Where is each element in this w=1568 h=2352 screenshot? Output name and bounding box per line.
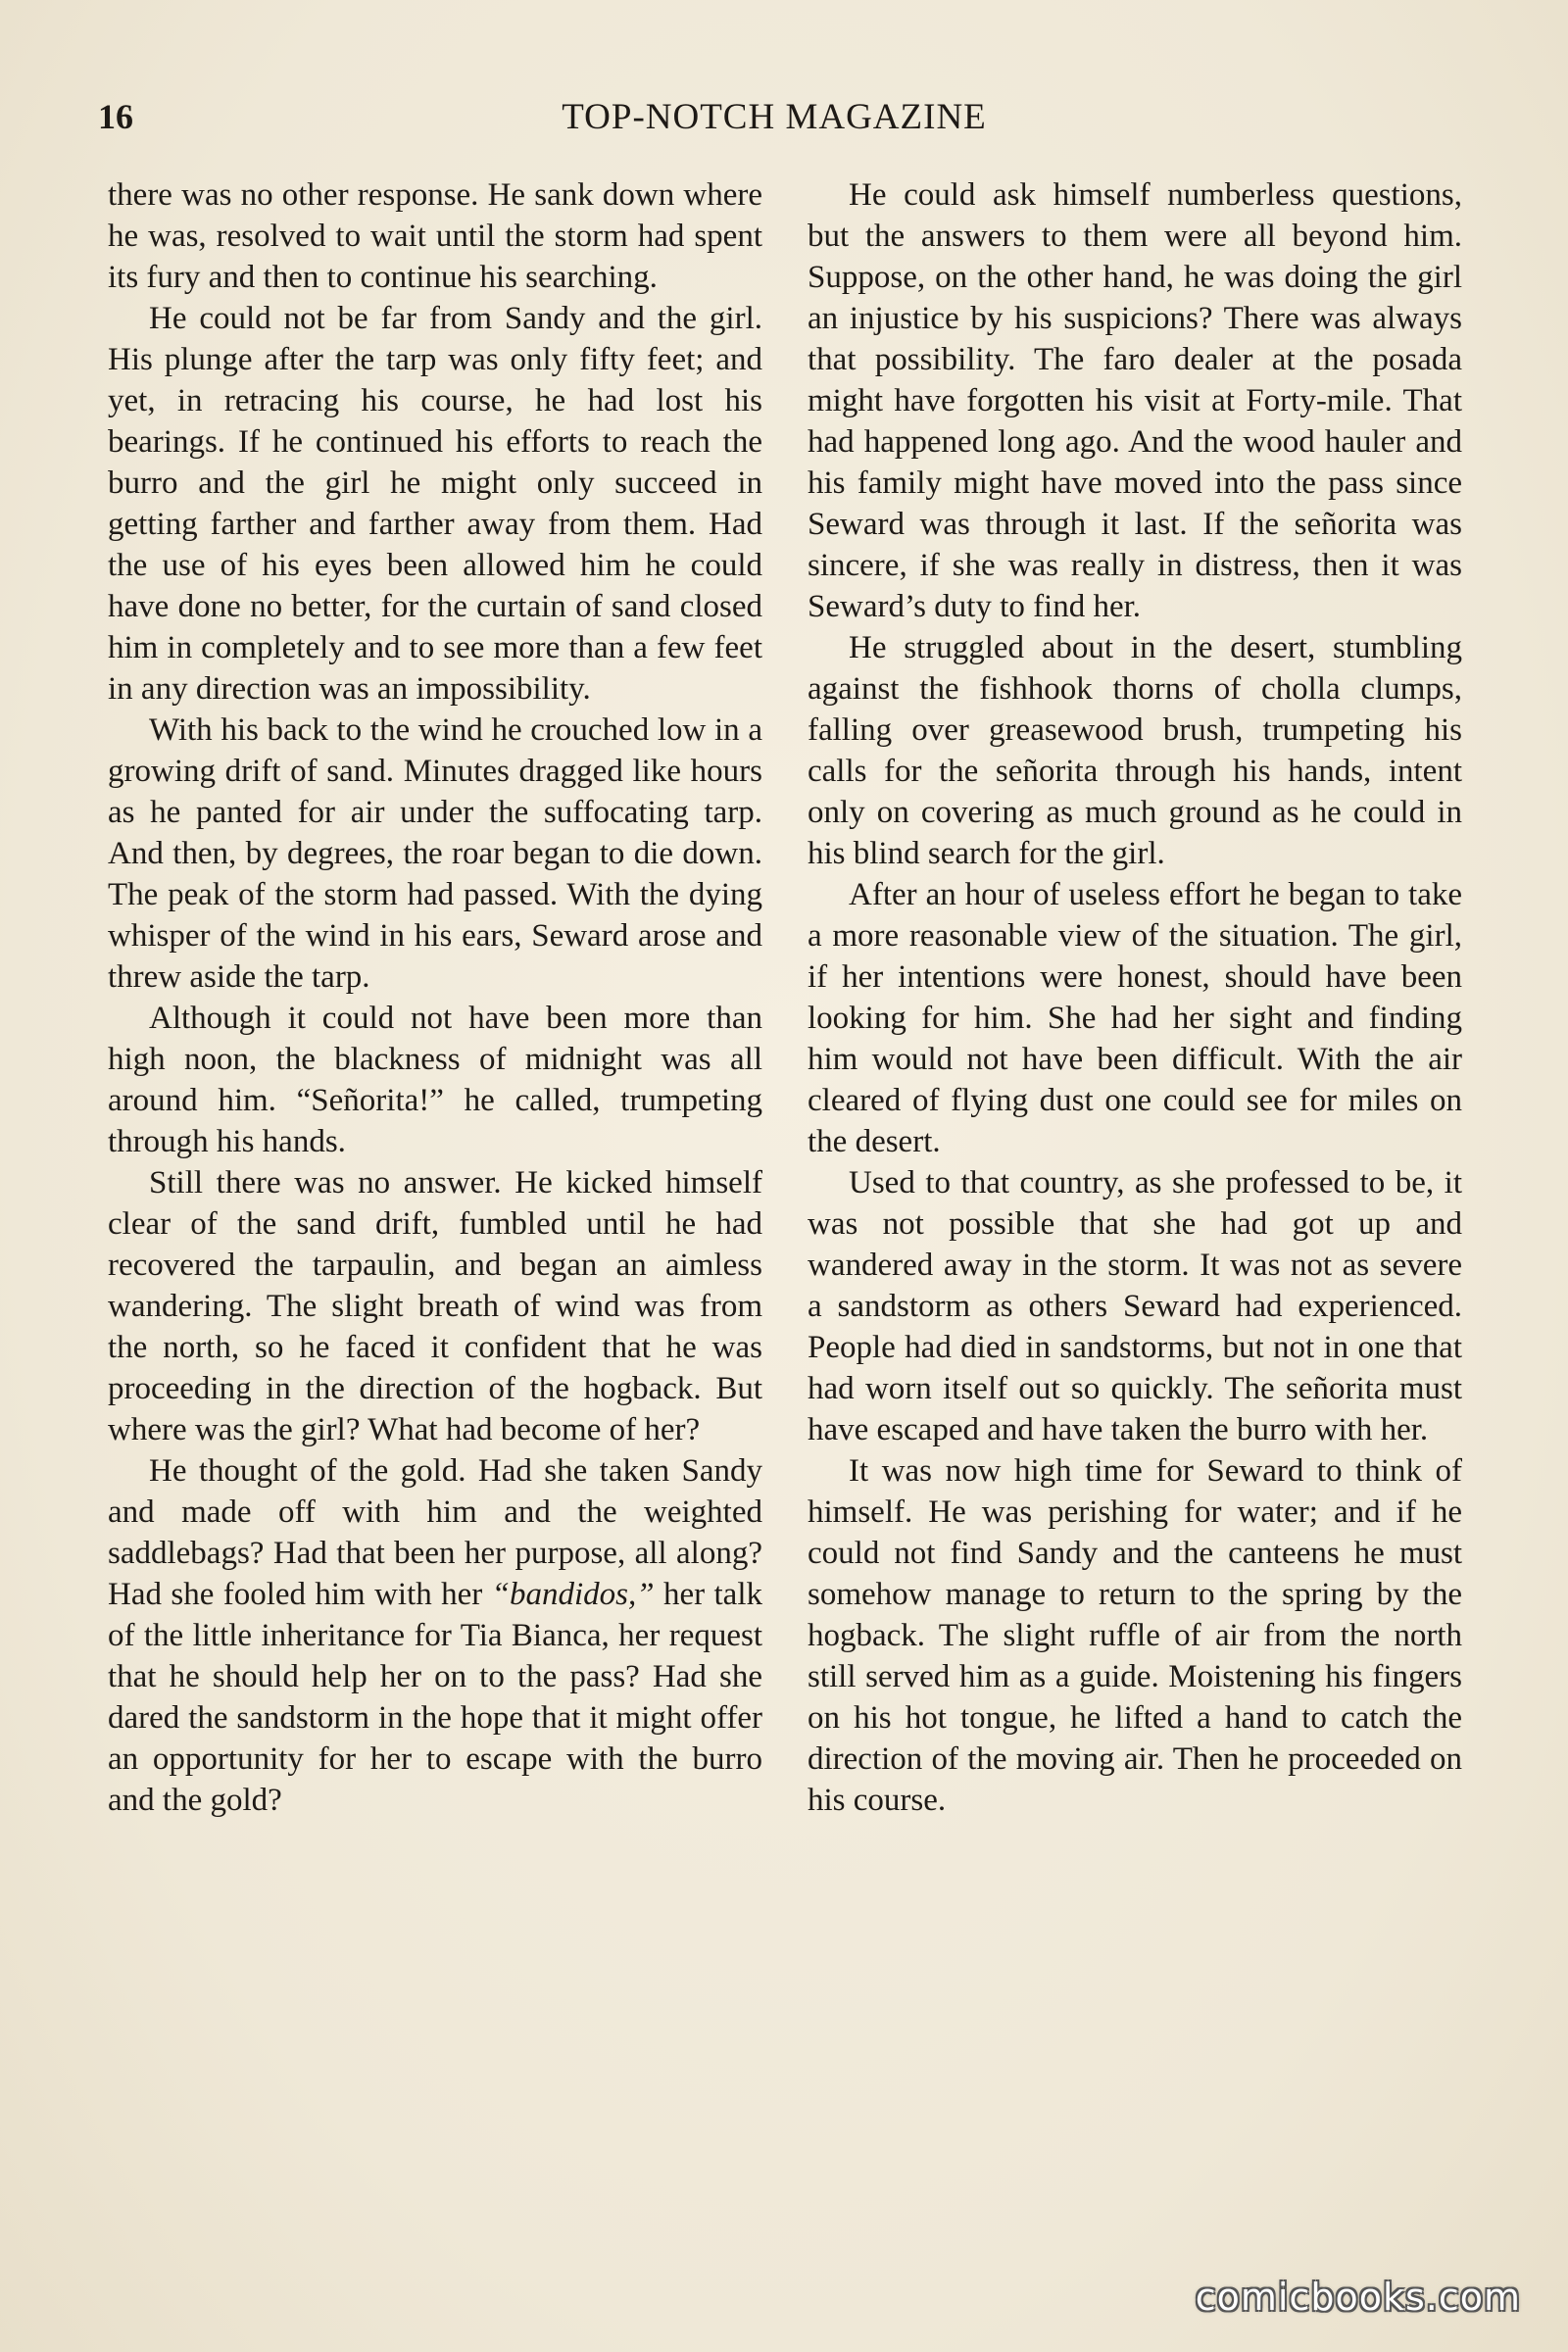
paragraph-text: He thought of the gold. Had she taken Sandy and made off with him and the weighted saddlebags? Had that been her purpose, all along? Had she fooled him with her <box>108 1453 762 1612</box>
paragraph <box>108 1450 762 1821</box>
paragraph: With his back to the wind he crouched low in a growing drift of sand. Minutes dragged like hours as he panted for air under the suffocating tarp. And then, by degrees, the roar began to die down. The peak of the storm had passed. With the dying whisper of the wind in his ears, Seward arose and threw aside the tarp. <box>108 712 762 995</box>
page-header <box>98 96 1450 155</box>
running-title: TOP-NOTCH MAGAZINE <box>562 97 987 137</box>
page-number: 16 <box>98 97 133 136</box>
paragraph: He struggled about in the desert, stumbling against the fishhook thorns of cholla clumps, falling over greasewood brush, trumpeting his calls for the señorita through his hands, intent only on covering as much ground as he could in his blind search for the girl. <box>808 630 1462 871</box>
paragraph: Still there was no answer. He kicked himself clear of the sand drift, fumbled until he had recovered the tarpaulin, and began an aimless wandering. The slight breath of wind was from the north, so he faced it confident that he was proceeding in the direction of the hogback. But where was the girl? What had become of her? <box>108 1165 762 1447</box>
paragraph: there was no other response. He sank down where he was, resolved to wait until the storm had spent its fury and then to continue his searching. <box>108 177 762 295</box>
paragraph: He could ask himself numberless questions, but the answers to them were all beyond him. Suppose, on the other hand, he was doing the girl an injustice by his suspicions? There was always that possibility. The faro dealer at the posada might have forgotten his visit at Forty-mile. That had happened long ago. And the wood hauler and his family might have moved into the pass since Seward was through it last. If the señorita was sincere, if she was really in distress, then it was Seward’s duty to find her. <box>808 177 1462 624</box>
left-column <box>108 174 762 1821</box>
italic-word: “bandidos,” <box>491 1577 655 1612</box>
paragraph-text: her talk of the little inheritance for Tia Bianca, her request that he should help her on to the pass? Had she dared the sandstorm in the hope that it might offer an opportunity for her to escape with the burro and the gold? <box>108 1577 762 1818</box>
paragraph: He could not be far from Sandy and the girl. His plunge after the tarp was only fifty feet; and yet, in retracing his course, he had lost his bearings. If he continued his efforts to reach the burro and the girl he might only succeed in getting farther and farther away from them. Had the use of his eyes been allowed him he could have done no better, for the curtain of sand closed him in completely and to see more than a few feet in any direction was an impossibility. <box>108 301 762 707</box>
right-column <box>808 174 1462 1821</box>
paragraph: It was now high time for Seward to think of himself. He was perishing for water; and if he could not find Sandy and the canteens he must somehow manage to return to the spring by the hogback. The slight ruffle of air from the north still served him as a guide. Moistening his fingers on his hot tongue, he lifted a hand to catch the direction of the moving air. Then he proceeded on his course. <box>808 1453 1462 1818</box>
paragraph: Although it could not have been more than high noon, the blackness of midnight was all around him. “Señorita!” he called, trumpeting through his hands. <box>108 1001 762 1159</box>
paragraph: After an hour of useless effort he began to take a more reasonable view of the situation. The girl, if her intentions were honest, should have been looking for him. She had her sight and finding him would not have been difficult. With the air cleared of flying dust one could see for miles on the desert. <box>808 877 1462 1159</box>
paragraph: Used to that country, as she professed to be, it was not possible that she had got up and wandered away in the storm. It was not as severe a sandstorm as others Seward had experienced. People had died in sandstorms, but not in one that had worn itself out so quickly. The señorita must have escaped and have taken the burro with her. <box>808 1165 1462 1447</box>
watermark: comicbooks.com <box>1195 2276 1521 2319</box>
